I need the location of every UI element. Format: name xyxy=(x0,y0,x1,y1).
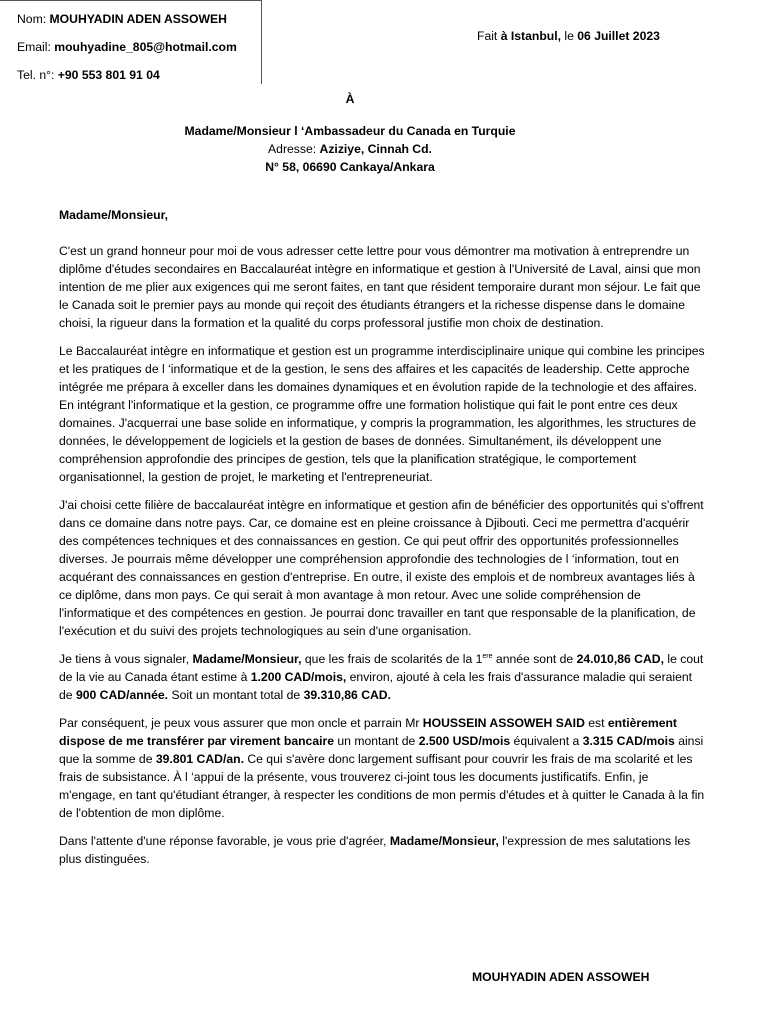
sponsor-bold-1: HOUSSEIN ASSOWEH SAID xyxy=(422,716,585,730)
costs-bold-2: 24.010,86 CAD, xyxy=(576,652,664,666)
sender-name-value: MOUHYADIN ADEN ASSOWEH xyxy=(49,12,227,26)
sponsor-text-5: ainsi que la somme de xyxy=(59,734,704,766)
costs-text-6: Soit un montant total de xyxy=(168,688,304,702)
sender-email-label: Email: xyxy=(17,40,55,54)
sponsor-bold-2: entièrement dispose de me transférer par virement bancaire xyxy=(59,716,677,748)
date-place: à Istanbul, xyxy=(500,29,561,43)
closing-bold-1: Madame/Monsieur, xyxy=(389,834,499,848)
costs-text-5: environ, ajouté à cela les frais d'assurance maladie qui seraient de xyxy=(59,670,693,702)
sponsor-bold-3: 2.500 USD/mois xyxy=(418,734,511,748)
recipient-to: À xyxy=(345,92,355,106)
sponsor-text-2: est xyxy=(584,716,608,730)
sender-email-value: mouhyadine_805@hotmail.com xyxy=(54,40,237,54)
sender-name-label: Nom: xyxy=(17,12,50,26)
sponsor-text-6: Ce qui s'avère donc largement suffisant pour couvrir les frais de ma scolarité et les frais de subsistance. À l ‘appui de la présente, vous trouverez ci-joint tous les documents justificatifs. Enfin, je m'engage, en tant qu'étudiant étranger, à respecter les conditions de mon permis d'études et à quitter le Canada à la fin de l'obtention de mon diplôme. xyxy=(59,752,705,820)
signature: MOUHYADIN ADEN ASSOWEH xyxy=(472,970,650,984)
sender-phone-value: +90 553 801 91 04 xyxy=(57,68,160,82)
paragraph-sponsor xyxy=(59,714,707,822)
sender-phone-label: Tel. n°: xyxy=(17,68,58,82)
recipient-address-label: Adresse: xyxy=(268,142,320,156)
recipient-address-city: N° 58, 06690 Cankaya/Ankara xyxy=(265,160,435,174)
letter-body xyxy=(59,206,707,878)
date-line xyxy=(477,29,660,44)
recipient-title: Madame/Monsieur l ‘Ambassadeur du Canada en Turquie xyxy=(184,124,516,138)
paragraph-costs xyxy=(59,650,707,704)
paragraph-motivation: C'est un grand honneur pour moi de vous adresser cette lettre pour vous démontrer ma motivation à entreprendre un diplôme d'études secondaires en Baccalauréat intègre en informatique et gestion à l'Université de Laval, ainsi que mon intention de me plier aux exigences qui me seront faites, en tant que résident temporaire durant mon séjour. Le fait que le Canada soit le premier pays au monde qui reçoit des étudiants étrangers et la richesse dispense dans le domaine choisi, la rigueur dans la formation et la qualité du corps professoral justifie mon choix de destination. xyxy=(59,244,701,330)
costs-bold-1: Madame/Monsieur, xyxy=(192,652,302,666)
date-prefix: Fait xyxy=(477,29,501,43)
recipient-block xyxy=(0,90,700,176)
costs-bold-4: 900 CAD/année. xyxy=(75,688,169,702)
closing-text-1: Dans l'attente d'une réponse favorable, je vous prie d'agréer, xyxy=(59,834,390,848)
costs-superscript: ere xyxy=(482,652,493,660)
sender-phone xyxy=(17,68,160,83)
sponsor-text-1: Par conséquent, je peux vous assurer que mon oncle et parrain Mr xyxy=(59,716,423,730)
paragraph-program: Le Baccalauréat intègre en informatique et gestion est un programme interdisciplinaire unique qui combine les principes et les pratiques de l ‘informatique et de la gestion, le sens des affaires et les capacités de leadership. Cette approche intégrée me prépara à exceller dans les domaines dynamiques et en évolution rapide de la technologie et des affaires. En intégrant l'informatique et la gestion, ce programme offre une formation holistique qui fait le pont entre ces deux domaines. J'acquerrai une base solide en informatique, y compris la programmation, les algorithmes, les structures de données, le développement de logiciels et la gestion de bases de données. Simultanément, ils développent une compréhension approfondie des principes de gestion, tels que la planification stratégique, le comportement organisationnel, la gestion de projet, le marketing et l'entrepreneuriat. xyxy=(59,344,705,484)
sponsor-text-3: un montant de xyxy=(334,734,419,748)
date-mid: le xyxy=(560,29,578,43)
sender-email xyxy=(17,40,237,55)
sender-info-box xyxy=(0,0,262,84)
costs-text-1: Je tiens à vous signaler, xyxy=(59,652,193,666)
costs-bold-5: 39.310,86 CAD. xyxy=(303,688,391,702)
costs-bold-3: 1.200 CAD/mois, xyxy=(250,670,347,684)
date-value: 06 Juillet 2023 xyxy=(577,29,660,43)
sender-name xyxy=(17,12,227,27)
costs-text-3: année sont de xyxy=(492,652,577,666)
sponsor-bold-5: 39.801 CAD/an. xyxy=(155,752,244,766)
costs-text-2: que les frais de scolarités de la 1 xyxy=(301,652,483,666)
paragraph-choice: J'ai choisi cette filière de baccalauréat intègre en informatique et gestion afin de bénéficier des opportunités qui s'offrent dans ce domaine dans notre pays. Car, ce domaine est en pleine croissance à Djibouti. Ceci me permettra d'acquérir des compétences techniques et des connaissances en gestion. Ce qui peut offrir des opportunités professionnelles diverses. Je pourrais même développer une compréhension approfondie des technologies de l ‘information, tout en acquérant des connaissances en gestion d'entreprise. En outre, il existe des emplois et de nombreux avantages liés à ce diplôme, dans mon pays. Ce qui serait à mon avantage à mon retour. Avec une solide compréhension de l'informatique et des compétences en gestion. Je pourrai donc travailler en tant que responsable de la planification, de l'exécution et du suivi des projets technologiques au sein d'une organisation. xyxy=(59,498,704,638)
salutation: Madame/Monsieur, xyxy=(59,208,169,222)
closing-text-2: l'expression de mes salutations les plus distinguées. xyxy=(59,834,691,866)
costs-text-4: le cout de la vie au Canada étant estime à xyxy=(59,652,704,684)
sponsor-text-4: équivalent a xyxy=(510,734,583,748)
recipient-address-street: Aziziye, Cinnah Cd. xyxy=(319,142,432,156)
recipient-address xyxy=(0,140,700,158)
paragraph-closing xyxy=(59,832,707,868)
sponsor-bold-4: 3.315 CAD/mois xyxy=(582,734,675,748)
